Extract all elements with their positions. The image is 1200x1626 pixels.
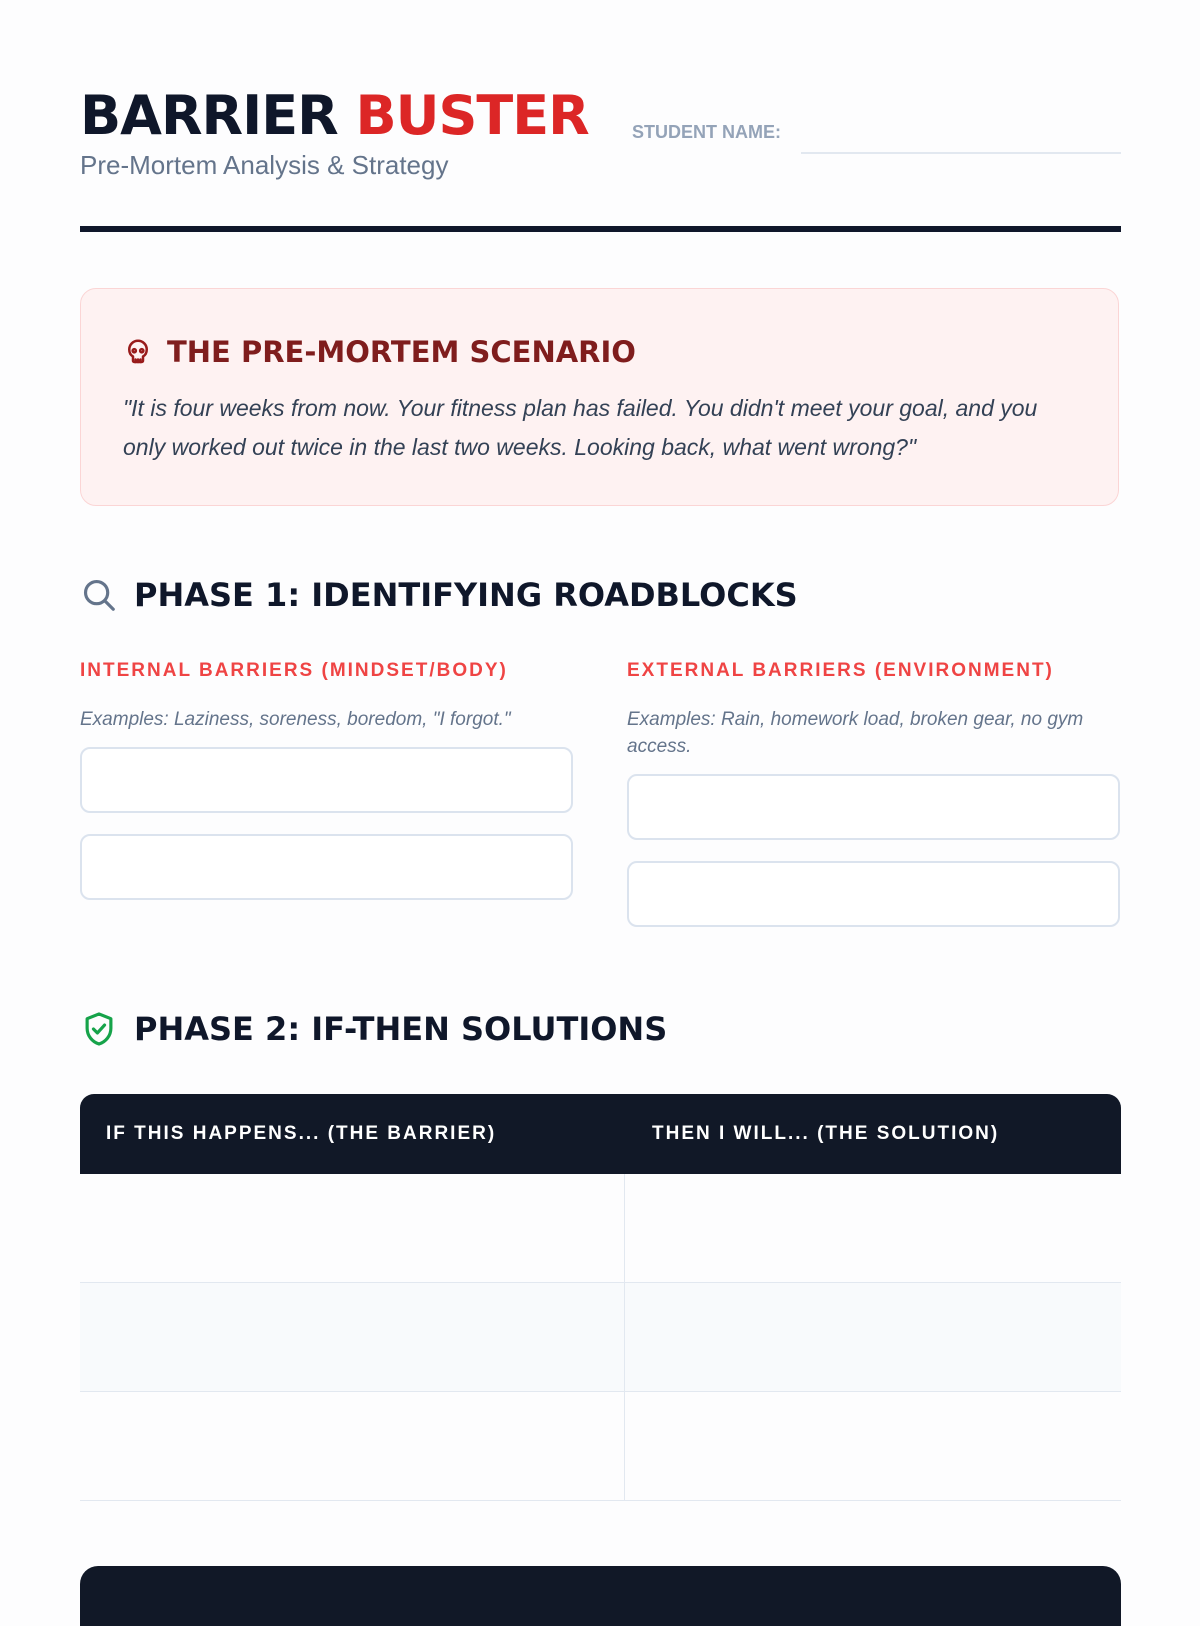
student-name-label: STUDENT NAME: [632, 122, 781, 142]
external-barriers-column [627, 660, 1120, 927]
table-row [80, 1174, 1121, 1283]
if-then-table [80, 1094, 1121, 1501]
table-header-solution: THEN I WILL... (THE SOLUTION) [652, 1123, 1000, 1144]
phase1-title: PHASE 1: IDENTIFYING ROADBLOCKS [134, 576, 798, 614]
internal-barriers-column [80, 660, 573, 900]
page-title [80, 84, 589, 148]
barrier-cell-1[interactable] [80, 1174, 625, 1282]
barrier-cell-2[interactable] [80, 1283, 625, 1391]
internal-barriers-examples: Examples: Laziness, soreness, boredom, "I forgot." [80, 709, 511, 730]
skull-icon [123, 337, 153, 367]
table-header-barrier: IF THIS HAPPENS... (THE BARRIER) [106, 1123, 497, 1144]
internal-barrier-input-1[interactable] [80, 747, 573, 813]
table-header [80, 1094, 1121, 1174]
scenario-title: THE PRE-MORTEM SCENARIO [167, 335, 636, 369]
solution-cell-2[interactable] [625, 1283, 1121, 1391]
scenario-quote: "It is four weeks from now. Your fitness plan has failed. You didn't meet your goal, and you only worked out twice in the last two weeks. Looking back, what went wrong?" [123, 395, 1038, 460]
table-row [80, 1392, 1121, 1501]
header-divider [80, 226, 1121, 232]
footer-banner [80, 1566, 1121, 1626]
external-barrier-input-1[interactable] [627, 774, 1120, 840]
internal-barriers-title: INTERNAL BARRIERS (MINDSET/BODY) [80, 660, 508, 681]
student-name-field[interactable] [801, 152, 1121, 154]
internal-barrier-input-2[interactable] [80, 834, 573, 900]
external-barrier-input-2[interactable] [627, 861, 1120, 927]
search-icon [80, 576, 118, 614]
table-row [80, 1283, 1121, 1392]
external-barriers-examples: Examples: Rain, homework load, broken gear, no gym access. [627, 709, 1084, 757]
page-subtitle: Pre-Mortem Analysis & Strategy [80, 150, 449, 180]
solution-cell-3[interactable] [625, 1392, 1121, 1500]
scenario-heading [123, 335, 636, 369]
phase2-title: PHASE 2: IF-THEN SOLUTIONS [134, 1010, 668, 1048]
title-part-barrier: BARRIER [80, 84, 338, 147]
scenario-box [80, 288, 1119, 506]
phase1-heading [80, 576, 798, 614]
barrier-cell-3[interactable] [80, 1392, 625, 1500]
header [80, 84, 1121, 184]
shield-check-icon [80, 1010, 118, 1048]
title-part-buster: BUSTER [355, 84, 589, 147]
external-barriers-title: EXTERNAL BARRIERS (ENVIRONMENT) [627, 660, 1054, 681]
phase2-heading [80, 1010, 667, 1048]
solution-cell-1[interactable] [625, 1174, 1121, 1282]
